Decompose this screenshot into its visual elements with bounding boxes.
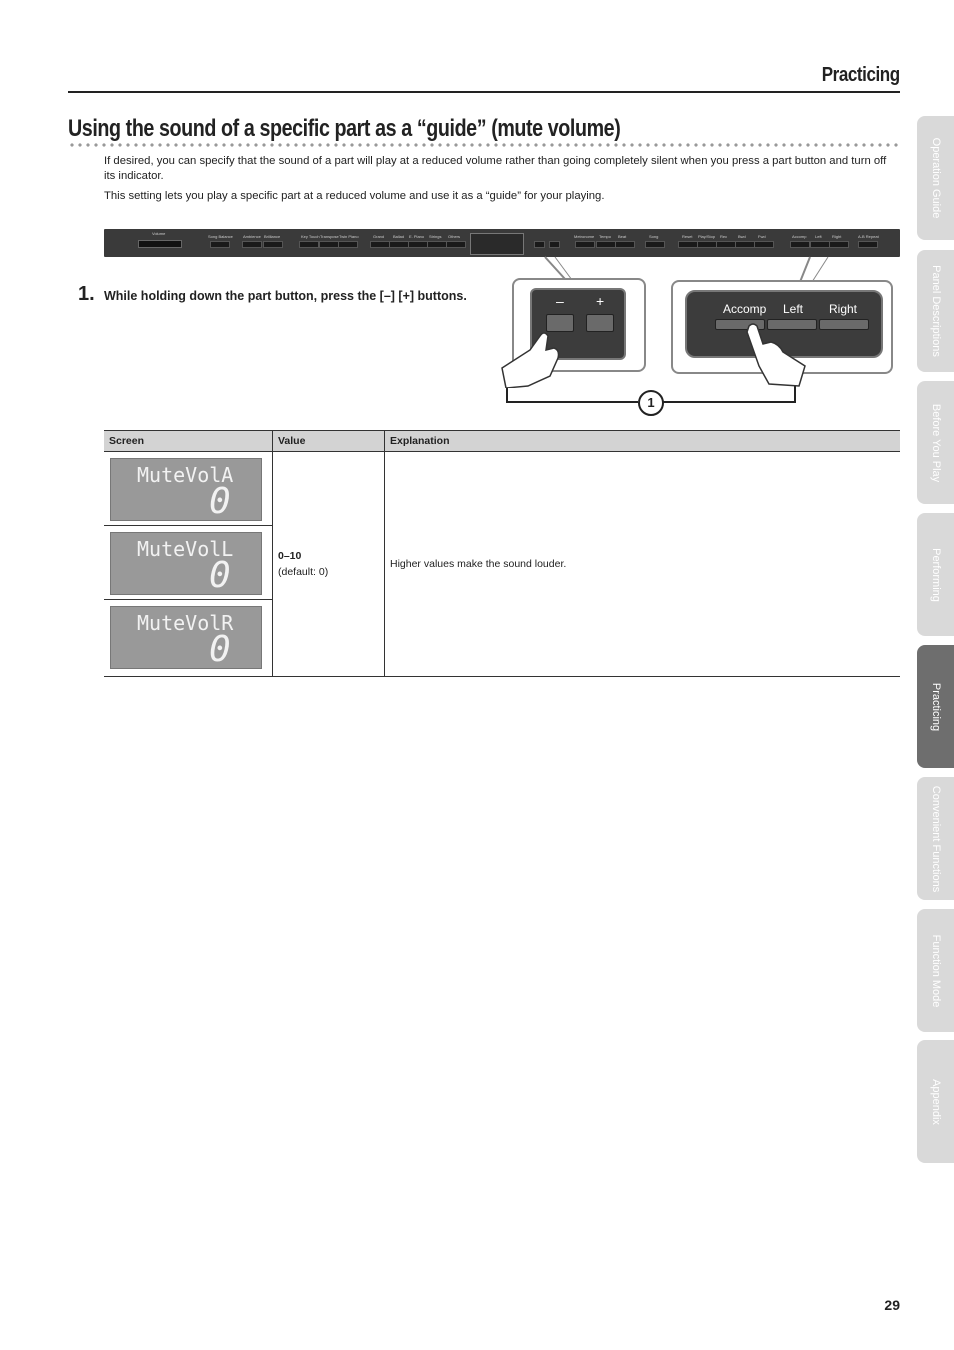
header-explanation: Explanation (385, 431, 901, 452)
section-header (68, 64, 900, 93)
lcd-digit: 0 (209, 555, 231, 596)
panel-label-bwd: Bwd (738, 234, 746, 239)
volume-slider (138, 240, 182, 248)
panel-label-beat: Beat (618, 234, 627, 239)
zoom-callout-minus-plus (512, 278, 646, 372)
play-stop-button (697, 241, 717, 248)
zoom-callout-part-buttons (671, 280, 893, 374)
explanation-text: Higher values make the sound louder. (390, 558, 567, 570)
side-tab-label: Operation Guide (929, 137, 942, 219)
panel-label-fwd: Fwd (758, 234, 766, 239)
panel-label-play-stop: Play/Stop (698, 234, 716, 239)
step-number: 1. (78, 283, 95, 305)
right-button-small (829, 241, 849, 248)
accomp-button-small (790, 241, 810, 248)
section-title: Practicing (822, 64, 900, 86)
panel-label-accomp: Accomp (792, 234, 807, 239)
panel-label-ab-repeat: A-B Repeat (858, 234, 879, 239)
reset-button (678, 241, 698, 248)
callout-number-badge: 1 (638, 390, 664, 416)
e-piano-button (408, 241, 428, 248)
ambience-button (242, 241, 262, 248)
intro-paragraph-1: If desired, you can specify that the sound of a part will play at a reduced volume rather than going completely silent when you press a part button and turn off its indicator. (104, 155, 887, 182)
strings-button (427, 241, 447, 248)
mute-volume-table (104, 430, 900, 677)
table-row (104, 452, 900, 677)
side-tab-label: Performing (929, 547, 942, 602)
value-default: (default: 0) (278, 566, 329, 578)
right-label: Right (829, 302, 858, 316)
side-tab-before-you-play[interactable] (917, 381, 954, 504)
panel-label-tempo: Tempo (599, 234, 612, 239)
right-button (819, 319, 869, 330)
side-tab-appendix[interactable] (917, 1040, 954, 1163)
panel-label-rec: Rec (720, 234, 728, 239)
panel-label-e-piano: E. Piano (409, 234, 425, 239)
song-balance-button (210, 241, 230, 248)
plus-button (586, 314, 614, 332)
lcd-digit: 0 (209, 481, 231, 522)
control-panel-illustration (104, 229, 900, 257)
brilliance-button (263, 241, 283, 248)
metronome-button (575, 241, 595, 248)
side-tab-convenient-functions[interactable] (917, 777, 954, 900)
side-tab-label: Panel Descriptions (929, 265, 942, 357)
plus-label: + (596, 293, 605, 309)
rec-button (716, 241, 736, 248)
lcd-text: MuteVolL (137, 537, 234, 561)
left-button-small (810, 241, 830, 248)
screen-divider (104, 599, 272, 600)
minus-button-small (534, 241, 545, 248)
panel-label-others: Others (448, 234, 461, 239)
panel-label-strings: Strings (429, 234, 442, 239)
beat-button (615, 241, 635, 248)
panel-label-volume: Volume (152, 231, 166, 236)
panel-label-metronome: Metronome (574, 234, 595, 239)
bwd-button (735, 241, 755, 248)
lcd-screen (110, 458, 262, 521)
page-title: Using the sound of a specific part as a “guide” (mute volume) (68, 115, 621, 142)
side-tab-practicing[interactable] (917, 645, 954, 768)
page-number: 29 (884, 1297, 900, 1313)
panel-label-right: Right (832, 234, 842, 239)
panel-display (470, 233, 524, 255)
accomp-label: Accomp (723, 302, 767, 316)
panel-label-ambience: Ambience (243, 234, 261, 239)
header-screen: Screen (104, 431, 273, 452)
side-tab-function-mode[interactable] (917, 909, 954, 1032)
value-cell (273, 452, 385, 677)
tempo-button (596, 241, 616, 248)
side-tab-label: Appendix (929, 1078, 942, 1125)
others-button (446, 241, 466, 248)
grand-button (370, 241, 390, 248)
lcd-digit: 0 (209, 629, 231, 670)
screen-cell (104, 452, 273, 677)
panel-label-transpose: Transpose (320, 234, 339, 239)
intro-paragraph-2: This setting lets you play a specific part at a reduced volume and use it as a “guide” for your playing. (104, 190, 605, 202)
table-header-row (104, 431, 900, 452)
side-tab-label: Convenient Functions (929, 785, 942, 892)
pointing-hand-icon (500, 328, 580, 388)
panel-label-reset: Reset (682, 234, 693, 239)
side-tab-label: Practicing (929, 682, 942, 731)
panel-label-song-balance: Song Balance (208, 234, 233, 239)
song-button (645, 241, 665, 248)
left-label: Left (783, 302, 804, 316)
screen-divider (104, 525, 272, 526)
twin-piano-button (338, 241, 358, 248)
minus-label: – (556, 293, 564, 309)
ballad-button (389, 241, 409, 248)
side-tab-operation-guide[interactable] (917, 116, 954, 240)
ab-repeat-button (858, 241, 878, 248)
key-touch-button (299, 241, 319, 248)
step-instruction: While holding down the part button, press the [–] [+] buttons. (104, 289, 467, 303)
panel-label-ballad: Ballad (393, 234, 405, 239)
dotted-divider (68, 142, 900, 148)
lcd-screen (110, 532, 262, 595)
side-tab-panel-descriptions[interactable] (917, 250, 954, 372)
panel-label-grand: Grand (373, 234, 385, 239)
explanation-cell (385, 452, 901, 677)
side-tab-performing[interactable] (917, 513, 954, 636)
header-value: Value (273, 431, 385, 452)
plus-button-small (549, 241, 560, 248)
value-range: 0–10 (278, 550, 302, 562)
side-tab-label: Before You Play (929, 403, 942, 482)
fwd-button (754, 241, 774, 248)
panel-label-key-touch: Key Touch (301, 234, 320, 239)
panel-label-brilliance: Brilliance (264, 234, 281, 239)
pointing-hand-icon (739, 322, 819, 388)
lcd-screen (110, 606, 262, 669)
lcd-text: MuteVolA (137, 463, 234, 487)
side-tab-label: Function Mode (929, 934, 942, 1007)
panel-label-twin-piano: Twin Piano (339, 234, 359, 239)
lcd-text: MuteVolR (137, 611, 234, 635)
panel-label-left: Left (815, 234, 822, 239)
transpose-button (319, 241, 339, 248)
panel-label-song: Song (649, 234, 659, 239)
